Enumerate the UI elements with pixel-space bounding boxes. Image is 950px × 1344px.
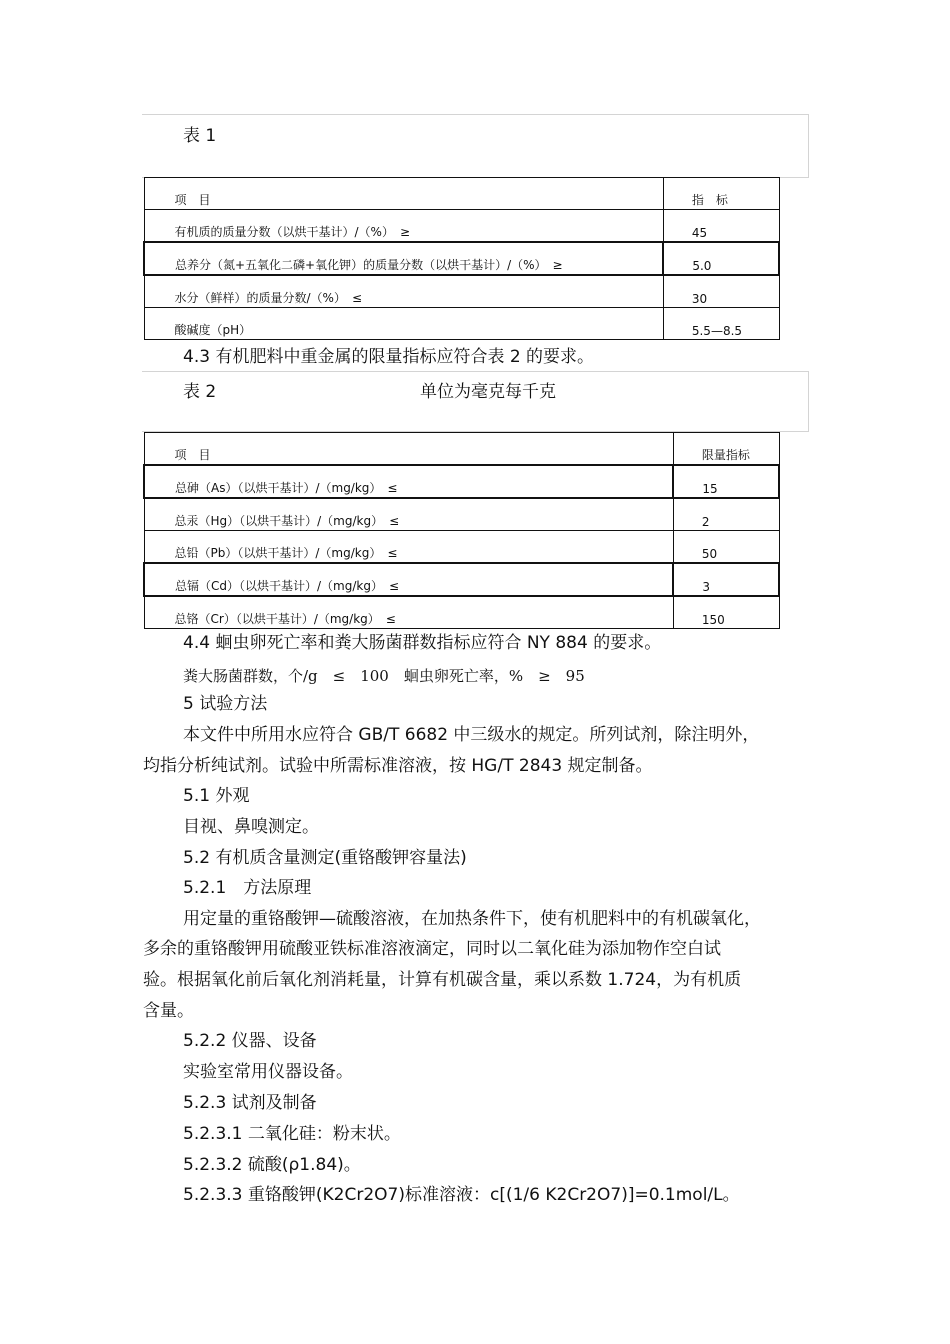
- paragraph: 粪大肠菌群数，个/g ≤ 100 蛔虫卵死亡率，% ≥ 95: [183, 667, 585, 685]
- paragraph: 5.2.3.2 硫酸(ρ1.84)。: [183, 1155, 361, 1175]
- paragraph: 实验室常用仪器设备。: [183, 1062, 353, 1082]
- paragraph: 5.2.3.1 二氧化硅：粉末状。: [183, 1124, 401, 1144]
- table-row: [144, 531, 779, 564]
- table-cell: 150: [673, 596, 779, 629]
- table2-unit: 单位为毫克每千克: [420, 382, 556, 402]
- table-cell: 15: [673, 465, 779, 498]
- table-row: [144, 242, 779, 275]
- section-heading: 5.2.2 仪器、设备: [183, 1031, 317, 1051]
- table-cell: 45: [663, 210, 779, 243]
- paragraph-4-3: 4.3 有机肥料中重金属的限量指标应符合表 2 的要求。: [183, 347, 595, 367]
- table-cell: 水分（鲜样）的质量分数/（%） ≤: [144, 275, 663, 308]
- table-header-row: [144, 178, 779, 210]
- table2: [143, 432, 780, 629]
- table-row: [144, 596, 779, 629]
- table-cell: 酸碱度（pH）: [144, 308, 663, 340]
- table-cell: 总汞（Hg）（以烘干基计）/（mg/kg） ≤: [144, 498, 673, 531]
- table1-caption-box: [142, 114, 809, 178]
- table2-caption: 表 2: [183, 382, 217, 402]
- section-heading: 5.1 外观: [183, 786, 250, 806]
- paragraph: 本文件中所用水应符合 GB/T 6682 中三级水的规定。所列试剂，除注明外，: [183, 725, 760, 745]
- table-cell: 总镉（Cd）（以烘干基计）/（mg/kg） ≤: [144, 563, 673, 596]
- table-row: [144, 210, 779, 243]
- paragraph: 4.4 蛔虫卵死亡率和粪大肠菌群数指标应符合 NY 884 的要求。: [183, 633, 662, 653]
- paragraph: 均指分析纯试剂。试验中所需标准溶液，按 HG/T 2843 规定制备。: [143, 756, 653, 776]
- paragraph: 多余的重铬酸钾用硫酸亚铁标准溶液滴定，同时以二氧化硅为添加物作空白试: [143, 939, 721, 959]
- table-cell: 5.0: [663, 242, 779, 275]
- table-cell: 5.5—8.5: [663, 308, 779, 340]
- table-cell: 有机质的质量分数（以烘干基计）/（%） ≥: [144, 210, 663, 243]
- section-heading: 5 试验方法: [183, 694, 268, 714]
- table-cell: 30: [663, 275, 779, 308]
- table-row: [144, 465, 779, 498]
- paragraph: 5.2.3.3 重铬酸钾(K2Cr2O7)标准溶液：c[(1/6 K2Cr2O7)]=0.1mol/L。: [183, 1185, 740, 1205]
- paragraph: 验。根据氧化前后氧化剂消耗量，计算有机碳含量，乘以系数 1.724，为有机质: [143, 970, 742, 990]
- table-cell: 3: [673, 563, 779, 596]
- table-header-row: [144, 433, 779, 466]
- table-row: [144, 498, 779, 531]
- table-cell: 限量指标: [673, 433, 779, 466]
- table-cell: 项 目: [144, 178, 663, 210]
- table1-caption: 表 1: [183, 126, 217, 146]
- table-cell: 总铅（Pb）（以烘干基计）/（mg/kg） ≤: [144, 531, 673, 564]
- table-cell: 总养分（氮+五氧化二磷+氧化钾）的质量分数（以烘干基计）/（%） ≥: [144, 242, 663, 275]
- table-cell: 总砷（As）（以烘干基计）/（mg/kg） ≤: [144, 465, 673, 498]
- table1: [143, 177, 780, 340]
- table-cell: 50: [673, 531, 779, 564]
- section-heading: 5.2.1 方法原理: [183, 878, 312, 898]
- table-row: [144, 308, 779, 340]
- paragraph: 含量。: [143, 1001, 194, 1021]
- table-cell: 项 目: [144, 433, 673, 466]
- section-heading: 5.2.3 试剂及制备: [183, 1093, 317, 1113]
- table-cell: 指 标: [663, 178, 779, 210]
- paragraph: 目视、鼻嗅测定。: [183, 817, 319, 837]
- table-row: [144, 275, 779, 308]
- table-cell: 2: [673, 498, 779, 531]
- paragraph: 用定量的重铬酸钾—硫酸溶液，在加热条件下，使有机肥料中的有机碳氧化，: [183, 909, 761, 929]
- table-row: [144, 563, 779, 596]
- section-heading: 5.2 有机质含量测定(重铬酸钾容量法): [183, 848, 467, 868]
- table-cell: 总铬（Cr）（以烘干基计）/（mg/kg） ≤: [144, 596, 673, 629]
